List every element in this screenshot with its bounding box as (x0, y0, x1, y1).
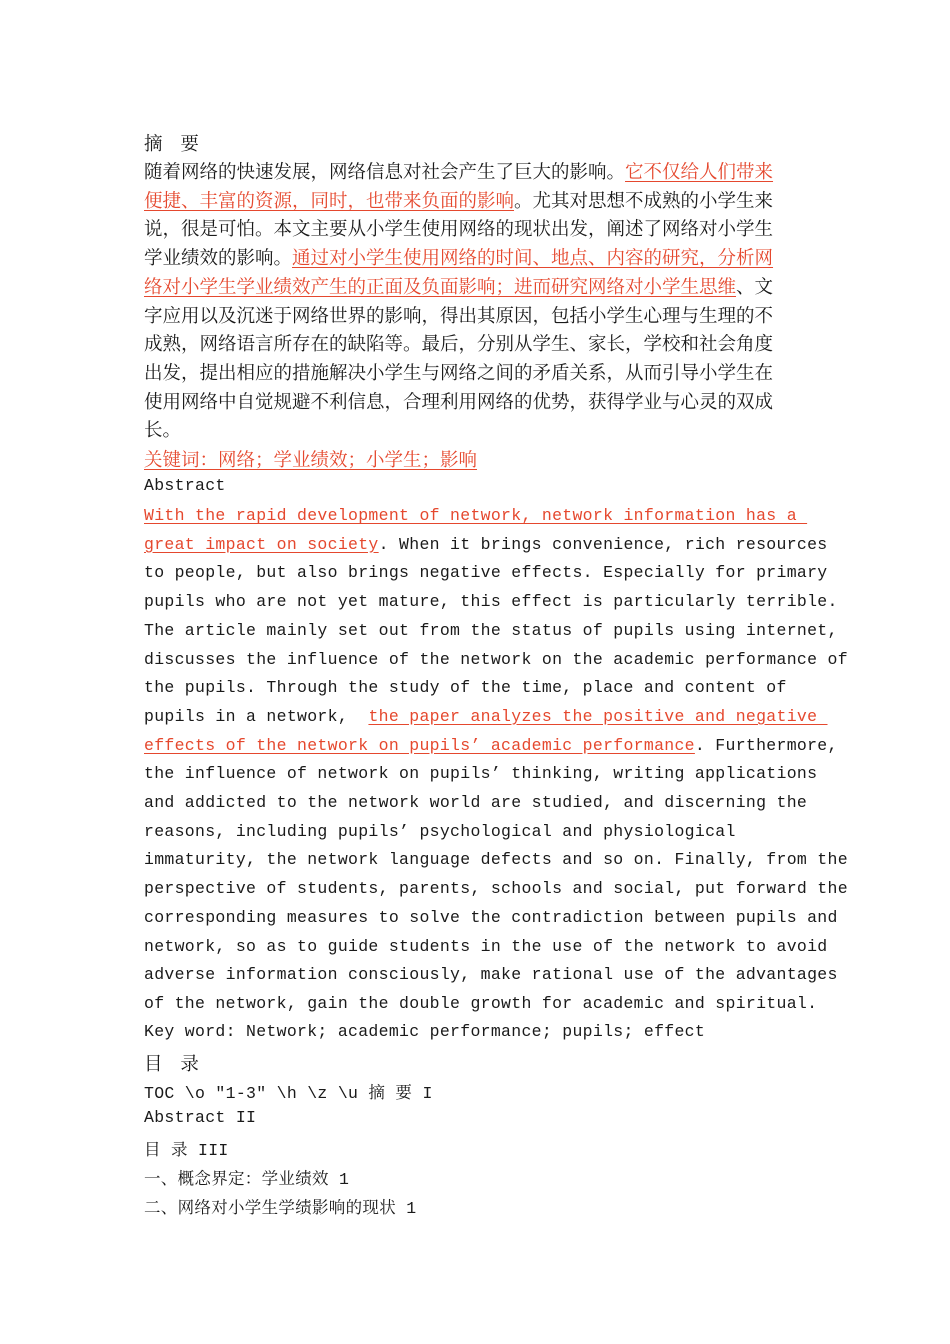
body-text: 使用网络中自觉规避不利信息，合理利用网络的优势，获得学业与心灵的双成 (144, 391, 774, 413)
highlighted-text: 络对小学生学业绩效产生的正面及负面影响；进而研究网络对小学生思维 (144, 276, 737, 298)
abstract-en-line (144, 793, 807, 812)
abstract-cn-line (144, 158, 773, 184)
body-text: adverse information consciously, make rational use of the advantages (144, 965, 838, 985)
toc-entry[interactable]: 二、网络对小学生学绩影响的现状 1 (144, 1198, 417, 1218)
body-text: 说，很是可怕。本文主要从小学生使用网络的现状出发，阐述了网络对小学生 (144, 219, 774, 241)
abstract-cn-line (144, 359, 773, 385)
abstract-en-line (144, 592, 838, 611)
abstract-en-line (144, 908, 838, 927)
body-text: 学业绩效的影响。 (144, 248, 293, 270)
abstract-en-line (144, 850, 848, 869)
abstract-en-line (144, 764, 817, 783)
abstract-en-line (144, 621, 838, 640)
abstract-en-line (144, 535, 828, 554)
abstract-cn-line (144, 187, 773, 213)
toc-entry[interactable]: 一、概念界定：学业绩效 1 (144, 1170, 350, 1190)
body-text: pupils in a network, (144, 706, 369, 726)
abstract-en-title: Abstract (144, 476, 226, 495)
body-text: to people, but also brings negative effects. Especially for primary (144, 563, 828, 583)
abstract-en-line (144, 506, 807, 525)
body-text: and addicted to the network world are studied, and discerning the (144, 793, 808, 812)
body-text: 、文 (736, 276, 774, 298)
body-text: 随着网络的快速发展，网络信息对社会产生了巨大的影响。 (144, 162, 626, 183)
body-text: 。尤其对思想不成熟的小学生来 (514, 190, 774, 212)
keywords-en: Key word: Network; academic performance; pupils; effect (144, 1022, 706, 1041)
abstract-en-line (144, 707, 828, 726)
abstract-en-line (144, 563, 828, 582)
body-text: network, so as to guide students in the use of the network to avoid (144, 936, 828, 956)
body-text: 出发，提出相应的措施解决小学生与网络之间的矛盾关系，从而引导小学生在 (144, 362, 774, 384)
body-text: the influence of network on pupils’ thinking, writing applications (144, 764, 818, 784)
toc-entry[interactable]: TOC \o "1-3" \h \z \u 摘 要 I (144, 1084, 433, 1103)
body-text: . When it brings convenience, rich resources (378, 534, 828, 554)
abstract-cn-line (144, 388, 773, 414)
highlighted-text: effects of the network on pupils’ academic performance (144, 735, 695, 755)
abstract-cn-line (144, 215, 773, 241)
body-text: 长。 (144, 420, 182, 442)
highlighted-text: 它不仅给人们带来 (625, 162, 774, 183)
body-text: corresponding measures to solve the contradiction between pupils and (144, 907, 838, 927)
abstract-cn-line (144, 273, 773, 299)
abstract-cn-line (144, 244, 773, 270)
abstract-en-line (144, 736, 838, 755)
highlighted-text: 便捷、丰富的资源，同时，也带来负面的影响 (144, 190, 515, 212)
body-text: . Furthermore, (694, 735, 838, 755)
body-text: reasons, including pupils’ psychological and physiological (144, 821, 736, 841)
body-text: pupils who are not yet mature, this effect is particularly terrible. (144, 592, 838, 612)
abstract-en-line (144, 994, 817, 1013)
body-text: The article mainly set out from the status of pupils using internet, (144, 620, 838, 640)
highlighted-text: 通过对小学生使用网络的时间、地点、内容的研究，分析网 (292, 248, 774, 270)
abstract-en-line (144, 965, 838, 984)
toc-entry[interactable]: Abstract II (144, 1107, 257, 1127)
highlighted-text: great impact on society (144, 534, 379, 554)
abstract-en-line (144, 879, 848, 898)
abstract-cn-line (144, 416, 181, 442)
abstract-en-line (144, 650, 848, 669)
abstract-cn-title: 摘 要 (144, 134, 205, 155)
toc-title: 目 录 (144, 1054, 205, 1075)
abstract-cn-line (144, 330, 773, 356)
highlighted-text: the paper analyzes the positive and negative (368, 706, 828, 726)
abstract-en-line (144, 937, 828, 956)
body-text: the pupils. Through the study of the time, place and content of (144, 678, 787, 698)
body-text: of the network, gain the double growth for academic and spiritual. (144, 993, 818, 1013)
body-text: immaturity, the network language defects and so on. Finally, from the (144, 850, 848, 870)
abstract-en-line (144, 822, 736, 841)
abstract-en-line (144, 678, 787, 697)
body-text: perspective of students, parents, schools and social, put forward the (144, 879, 848, 899)
body-text: 成熟，网络语言所存在的缺陷等。最后，分别从学生、家长，学校和社会角度 (144, 334, 774, 356)
body-text: discusses the influence of the network on the academic performance of (144, 649, 848, 669)
highlighted-text: With the rapid development of network, network information has a (144, 506, 808, 525)
keywords-cn: 关键词：网络；学业绩效；小学生；影响 (144, 450, 478, 471)
toc-entry[interactable]: 目 录 III (144, 1141, 229, 1161)
abstract-cn-line (144, 302, 773, 328)
body-text: 字应用以及沉迷于网络世界的影响，得出其原因，包括小学生心理与生理的不 (144, 305, 774, 327)
